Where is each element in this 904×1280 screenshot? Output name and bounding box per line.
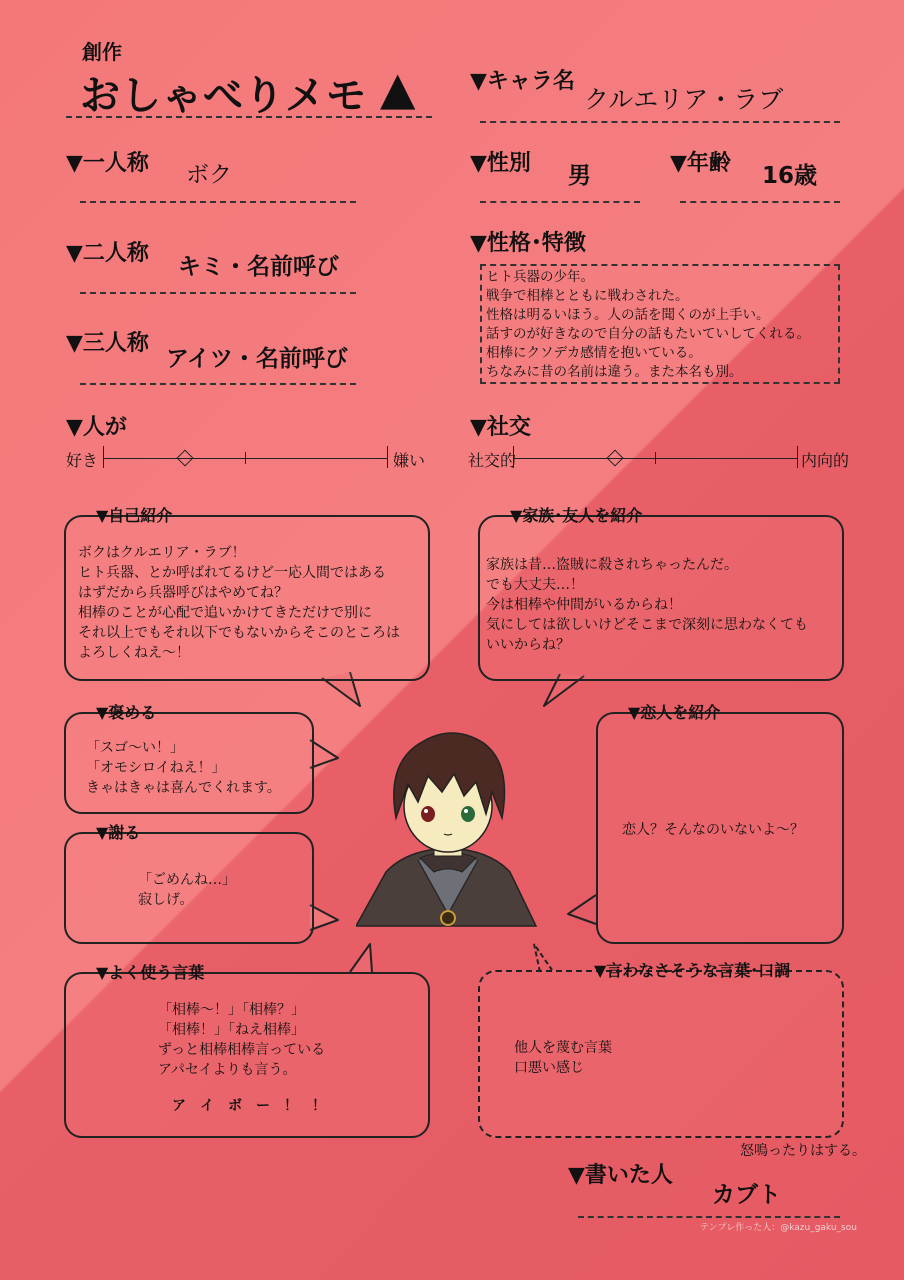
intro-bubble	[64, 506, 430, 681]
intro-title: ▼自己紹介	[96, 506, 173, 525]
author-label: ▼書いた人	[568, 1163, 673, 1188]
page-title: おしゃべりメモ	[80, 73, 367, 119]
third-person-label: ▼三人称	[66, 331, 149, 356]
first-person-label: ▼一人称	[66, 151, 149, 176]
gender-label: ▼性別	[470, 151, 531, 176]
common-words-title: ▼よく使う言葉	[96, 963, 205, 982]
common-words-text: 「相棒〜！」「相棒？」 「相棒！」「ねえ相棒」 ずっと相棒相棒言っている アパセイよりも言う。	[158, 1002, 326, 1078]
apology-text: 「ごめんね…」 寂しげ。	[138, 872, 236, 908]
family-title: ▼家族･友人を紹介	[510, 506, 643, 525]
age-value: 16歳	[762, 163, 818, 189]
apology-title: ▼謝る	[96, 823, 141, 842]
triangle-icon: ▲	[380, 61, 416, 115]
age-label: ▼年齢	[670, 151, 731, 176]
never-say-text: 他人を蔑む言葉 口悪い感じ	[514, 1040, 612, 1076]
lover-text: 恋人？そんなのいないよ〜？	[622, 822, 804, 838]
lover-title: ▼恋人を紹介	[628, 703, 721, 722]
third-person-value: アイツ・名前呼び	[166, 346, 348, 372]
people-scale-left: 好き	[66, 451, 99, 470]
praise-title: ▼褒める	[96, 703, 157, 722]
first-person-value: ボク	[186, 162, 232, 188]
intro-text: ボクはクルエリア・ラブ！ ヒト兵器、とか呼ばれてるけど一応人間ではある はずだから兵器呼びはやめてね？ 相棒のことが心配で追いかけてきただけで別に それ以上でもそれ以下でもないからそこのところは よろしくねえ〜！	[78, 545, 400, 661]
common-words-bubble	[64, 963, 430, 1138]
character-illustration	[356, 722, 540, 928]
divider	[578, 1216, 840, 1218]
apology-bubble	[64, 823, 314, 944]
social-scale-label: ▼社交	[470, 415, 531, 440]
never-say-title: ▼言わなさそうな言葉･口調	[594, 961, 791, 980]
people-scale-right: 嫌い	[393, 451, 426, 470]
common-words-shout: ア イ ボ ー ！ ！	[172, 1098, 326, 1114]
second-person-label: ▼二人称	[66, 241, 149, 266]
second-person-value: キミ・名前呼び	[178, 254, 339, 280]
social-scale-right: 内向的	[801, 451, 850, 470]
personality-label: ▼性格･特徴	[470, 231, 586, 256]
personality-text: ヒト兵器の少年。 戦争で相棒とともに戦わされた。 性格は明るいほう。人の話を聞くのが上手い。 話すのが好きなので自分の話もたいていしてくれる。 相棒にクソデカ感情を抱いている。 ちなみに昔の名前は違う。また本名も別。	[486, 269, 810, 380]
never-say-note: 怒鳴ったりはする。	[740, 1143, 866, 1159]
lover-bubble	[596, 703, 844, 944]
header-small-label: 創作	[82, 40, 122, 64]
chara-name-value: クルエリア・ラブ	[584, 85, 784, 114]
family-bubble	[478, 506, 844, 681]
chara-name-label: ▼キャラ名	[470, 69, 575, 94]
praise-bubble	[64, 703, 314, 814]
social-scale-left: 社交的	[468, 451, 517, 470]
people-scale-label: ▼人が	[66, 415, 127, 440]
gender-value: 男	[568, 163, 591, 189]
author-value: カブト	[712, 1182, 781, 1208]
template-credit: テンプレ作った人：@kazu_gaku_sou	[700, 1223, 857, 1233]
praise-text: 「スゴ〜い！」 「オモシロイねえ！」 きゃはきゃは喜んでくれます。	[86, 740, 281, 796]
family-text: 家族は昔…盗賊に殺されちゃったんだ。 でも大丈夫…！ 今は相棒や仲間がいるからね！ 気にしては欲しいけどそこまで深刻に思わなくても いいからね？	[486, 557, 808, 653]
never-say-bubble	[478, 961, 844, 1138]
